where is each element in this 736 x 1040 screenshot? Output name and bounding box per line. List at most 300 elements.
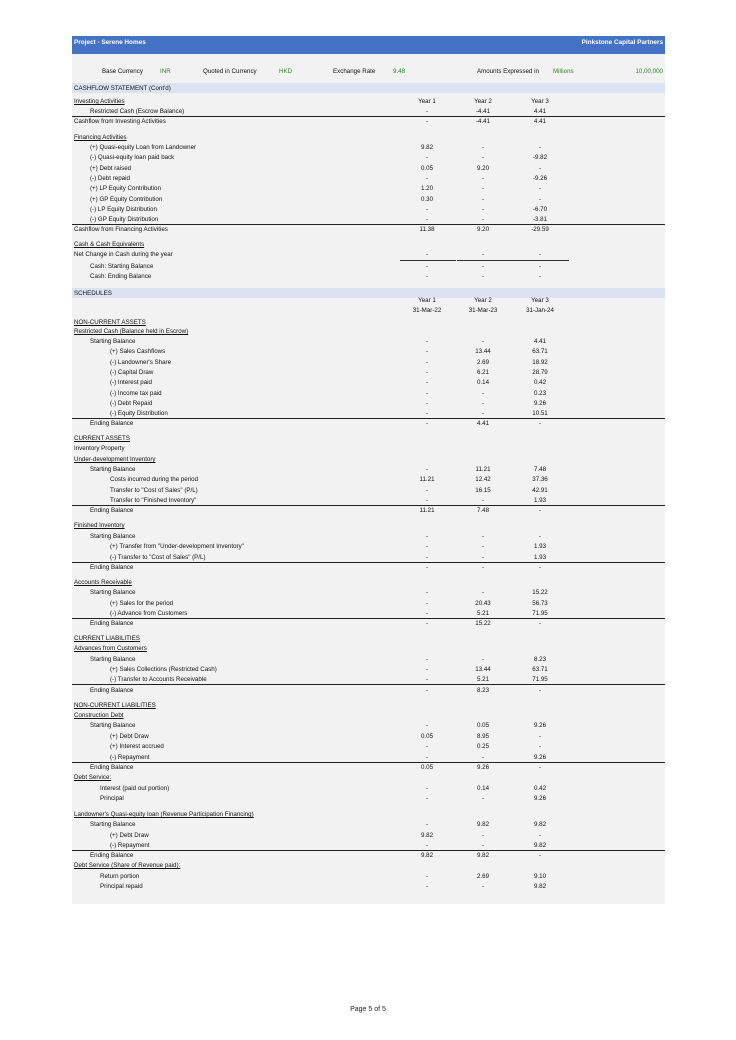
table-row <box>72 358 665 368</box>
cell-year-2: - <box>481 832 485 840</box>
row-label: Starting Balance <box>90 338 136 346</box>
cell-year-2: - <box>481 842 485 850</box>
row-label: Ending Balance <box>90 764 134 772</box>
row-label: CURRENT ASSETS <box>74 435 130 443</box>
cell-year-2: - <box>481 338 485 346</box>
row-label: (+) Debt Draw <box>110 733 149 741</box>
cell-year-3: Year 3 <box>531 98 549 106</box>
table-row <box>72 763 665 773</box>
cell-year-2: 2.69 <box>476 359 490 367</box>
table-row <box>72 532 665 542</box>
cell-year-2: 9.82 <box>476 852 490 860</box>
cell-year-3: 9.26 <box>533 795 547 803</box>
table-row <box>72 810 665 820</box>
row-label: Principal repaid <box>100 883 143 891</box>
row-label: NON-CURRENT ASSETS <box>74 319 146 327</box>
row-label: (-) Quasi-equity loan paid back <box>90 154 175 162</box>
cell-year-3: - <box>538 196 542 204</box>
cell-year-1: - <box>425 410 429 418</box>
cell-year-3: 1.93 <box>533 543 547 551</box>
base-currency-label: Base Currency <box>102 68 143 75</box>
cell-year-2: - <box>481 543 485 551</box>
row-label: Ending Balance <box>90 507 134 515</box>
cell-year-2: - <box>481 206 485 214</box>
table-row <box>72 240 665 250</box>
cell-year-1: - <box>425 273 429 281</box>
cell-year-2: - <box>481 554 485 562</box>
cell-year-2: - <box>481 175 485 183</box>
cell-year-1: 9.82 <box>420 852 434 860</box>
cell-year-1: 1.20 <box>420 185 434 193</box>
cell-year-3: 63.71 <box>532 348 548 356</box>
cell-year-2: 9.20 <box>476 226 490 234</box>
cell-year-2: 0.25 <box>476 743 490 751</box>
cell-year-3: 37.36 <box>532 476 548 484</box>
cell-year-2: - <box>481 273 485 281</box>
table-row <box>72 794 665 804</box>
cell-year-3: 71.95 <box>532 676 548 684</box>
table-row <box>72 831 665 841</box>
cell-year-2: 9.82 <box>476 821 490 829</box>
table-row <box>72 444 665 454</box>
cell-year-1: - <box>425 497 429 505</box>
table-row <box>72 578 665 588</box>
table-row <box>72 465 665 475</box>
cell-year-2: 13.44 <box>475 348 491 356</box>
table-row <box>72 784 665 794</box>
table-row <box>72 553 665 563</box>
cell-year-1: - <box>425 263 429 271</box>
cell-year-3: - <box>538 832 542 840</box>
row-label: Principal <box>100 795 124 803</box>
cell-year-2: 13.44 <box>475 666 491 674</box>
cell-year-1: - <box>425 108 429 116</box>
row-label: (+) Interest accrued <box>110 743 164 751</box>
table-row <box>72 872 665 882</box>
table-row <box>72 107 665 117</box>
table-row <box>72 773 665 783</box>
row-label: Ending Balance <box>90 420 134 428</box>
row-label: (-) Advance from Customers <box>110 610 188 618</box>
cell-year-3: 9.26 <box>533 754 547 762</box>
cell-year-1: - <box>425 400 429 408</box>
row-label: Cash & Cash Equivalents <box>74 241 145 249</box>
cell-year-2: 5.21 <box>476 676 490 684</box>
cell-year-3: -9.82 <box>532 154 548 162</box>
row-label: (-) Income tax paid <box>110 390 162 398</box>
table-row <box>72 399 665 409</box>
project-title: Project - Serene Homes <box>74 39 146 46</box>
cell-year-1: - <box>425 842 429 850</box>
row-label: Inventory Property <box>74 445 125 453</box>
cashflow-title: CASHFLOW STATEMENT (Cont'd) <box>74 84 171 92</box>
cell-year-1: - <box>425 554 429 562</box>
cell-year-1: - <box>425 466 429 474</box>
table-row <box>72 588 665 598</box>
worksheet <box>72 36 665 904</box>
cell-year-3: 9.82 <box>533 883 547 891</box>
cell-year-3: - <box>538 251 542 259</box>
row-label: (-) GP Equity Distribution <box>90 216 159 224</box>
cell-year-1: - <box>425 216 429 224</box>
cell-year-2: 12.42 <box>475 476 491 484</box>
table-row <box>72 327 665 337</box>
row-label: Debt Service: <box>74 774 112 782</box>
cell-year-1: - <box>425 359 429 367</box>
table-row <box>72 272 665 282</box>
cell-year-1: 9.82 <box>420 144 434 152</box>
page-number: Page 5 of 5 <box>350 1006 386 1013</box>
cell-year-1: 9.82 <box>420 832 434 840</box>
cell-year-3: 4.41 <box>533 108 547 116</box>
row-label: (+) LP Equity Contribution <box>90 185 161 193</box>
cell-year-1: - <box>425 687 429 695</box>
cell-year-3: - <box>538 185 542 193</box>
header-bar <box>72 36 665 54</box>
row-label: Debt Service (Share of Revenue paid): <box>74 862 181 870</box>
cell-underline <box>513 260 569 261</box>
cell-year-3: - <box>538 620 542 628</box>
cell-year-3: 4.41 <box>533 118 547 126</box>
row-label: (+) Transfer from "Under-development Inventory" <box>110 543 244 551</box>
cell-year-3: 0.42 <box>533 379 547 387</box>
table-row <box>72 506 665 516</box>
table-row <box>72 742 665 752</box>
row-label: Restricted Cash (Balance held in Escrow) <box>74 328 189 336</box>
row-label: Restricted Cash (Escrow Balance) <box>90 108 185 116</box>
row-label: Cash: Ending Balance <box>90 273 152 281</box>
cell-year-1: - <box>425 600 429 608</box>
cell-year-2: 2.69 <box>476 873 490 881</box>
row-label: Cashflow from Investing Activities <box>74 118 166 126</box>
table-row <box>72 434 665 444</box>
cell-year-3: 7.48 <box>533 466 547 474</box>
cell-year-2: 11.21 <box>475 466 491 474</box>
cell-year-1: - <box>425 656 429 664</box>
cell-year-2: 0.14 <box>476 379 490 387</box>
row-label: Return portion <box>100 873 140 881</box>
cell-year-2: - <box>481 754 485 762</box>
table-row <box>72 133 665 143</box>
row-label: Transfer to "Finished Inventory" <box>110 497 197 505</box>
cashflow-section-header <box>72 83 665 93</box>
cell-year-3: - <box>538 743 542 751</box>
cell-year-1: - <box>425 795 429 803</box>
row-label: (+) GP Equity Contribution <box>90 196 163 204</box>
table-row <box>72 599 665 609</box>
row-label: (-) Transfer to "Cost of Sales" (P/L) <box>110 554 206 562</box>
row-label: Starting Balance <box>90 821 136 829</box>
row-label: (+) Sales Cashflows <box>110 348 166 356</box>
cell-year-3: - <box>538 165 542 173</box>
cell-year-1: - <box>425 785 429 793</box>
cell-year-1: - <box>425 564 429 572</box>
multiplier: 10,00,000 <box>635 68 663 75</box>
table-row <box>72 563 665 573</box>
table-row <box>72 378 665 388</box>
cell-year-3: Year 3 <box>531 297 549 305</box>
quoted-currency-label: Quoted in Currency <box>203 68 257 75</box>
table-row <box>72 389 665 399</box>
cell-year-3: 63.71 <box>532 666 548 674</box>
row-label: Starting Balance <box>90 466 136 474</box>
row-label: (-) Debt Repaid <box>110 400 153 408</box>
cell-year-3: - <box>538 852 542 860</box>
row-label: (-) Capital Draw <box>110 369 154 377</box>
row-label: Ending Balance <box>90 564 134 572</box>
cell-year-1: 11.21 <box>419 507 435 515</box>
table-row <box>72 496 665 506</box>
cell-year-1: - <box>425 666 429 674</box>
table-row <box>72 711 665 721</box>
table-row <box>72 347 665 357</box>
cell-year-3: 0.42 <box>533 785 547 793</box>
cell-year-2: - <box>481 390 485 398</box>
table-row <box>72 882 665 892</box>
cell-year-1: 11.38 <box>419 226 435 234</box>
row-label: Construction Debt <box>74 712 124 720</box>
cell-year-1: 31-Mar-22 <box>412 307 442 315</box>
table-row <box>72 675 665 685</box>
cell-year-3: - <box>538 507 542 515</box>
table-row <box>72 262 665 272</box>
table-row <box>72 521 665 531</box>
table-row <box>72 619 665 629</box>
table-row <box>72 306 665 316</box>
cell-year-1: - <box>425 754 429 762</box>
cell-year-1: - <box>425 348 429 356</box>
row-label: CURRENT LIABILITIES <box>74 635 140 643</box>
cell-year-2: 15.22 <box>475 620 491 628</box>
row-label: Landowner's Quasi-equity loan (Revenue Participation Financing) <box>74 811 254 819</box>
cell-underline <box>400 260 456 261</box>
cell-year-2: - <box>481 154 485 162</box>
row-label: Transfer to "Cost of Sales" (P/L) <box>110 487 198 495</box>
row-label: Starting Balance <box>90 533 136 541</box>
table-row <box>72 701 665 711</box>
row-label: Ending Balance <box>90 687 134 695</box>
cell-year-2: - <box>481 533 485 541</box>
cell-year-3: 9.26 <box>533 722 547 730</box>
table-row <box>72 732 665 742</box>
row-label: Starting Balance <box>90 656 136 664</box>
row-label: Ending Balance <box>90 852 134 860</box>
cell-year-1: - <box>425 175 429 183</box>
cell-year-3: 1.93 <box>533 497 547 505</box>
row-label: (-) Equity Distribution <box>110 410 168 418</box>
cell-year-2: - <box>481 589 485 597</box>
cell-year-2: 0.14 <box>476 785 490 793</box>
cell-year-2: - <box>481 216 485 224</box>
table-row <box>72 205 665 215</box>
table-row <box>72 721 665 731</box>
table-row <box>72 164 665 174</box>
cell-year-1: - <box>425 420 429 428</box>
cell-year-2: - <box>481 263 485 271</box>
table-row <box>72 409 665 419</box>
cell-year-3: 8.23 <box>533 656 547 664</box>
table-row <box>72 153 665 163</box>
cell-year-3: 18.92 <box>532 359 548 367</box>
row-label: (+) Debt raised <box>90 165 132 173</box>
row-label: (+) Sales for the period <box>110 600 174 608</box>
base-currency-value: INR <box>160 68 171 75</box>
exchange-rate-value: 9.48 <box>393 68 406 75</box>
row-label: (-) Debt repaid <box>90 175 130 183</box>
table-row <box>72 486 665 496</box>
cell-year-2: - <box>481 185 485 193</box>
cell-year-3: 4.41 <box>533 338 547 346</box>
table-row <box>72 296 665 306</box>
cell-year-1: - <box>425 821 429 829</box>
cell-year-3: - <box>538 564 542 572</box>
cell-year-2: 8.95 <box>476 733 490 741</box>
row-label: Cashflow from Financing Activities <box>74 226 168 234</box>
table-row <box>72 97 665 107</box>
cell-year-2: - <box>481 251 485 259</box>
row-label: Under-development Inventory <box>74 456 156 464</box>
cell-year-2: 20.43 <box>475 600 491 608</box>
cell-year-1: - <box>425 873 429 881</box>
row-label: (-) Repayment <box>110 754 150 762</box>
table-row <box>72 337 665 347</box>
cell-year-1: 0.05 <box>420 733 434 741</box>
row-label: Financing Activities <box>74 134 127 142</box>
cell-year-3: - <box>538 420 542 428</box>
cell-year-1: - <box>425 722 429 730</box>
table-row <box>72 475 665 485</box>
cell-year-3: 28.79 <box>532 369 548 377</box>
cell-year-1: - <box>425 883 429 891</box>
cell-year-2: - <box>481 883 485 891</box>
cell-year-1: - <box>425 251 429 259</box>
cell-year-3: - <box>538 533 542 541</box>
table-row <box>72 542 665 552</box>
table-row <box>72 368 665 378</box>
row-label: Net Change in Cash during the year <box>74 251 173 259</box>
row-label: (-) Repayment <box>110 842 150 850</box>
table-row <box>72 753 665 763</box>
cell-year-2: - <box>481 497 485 505</box>
table-row <box>72 250 665 260</box>
table-row <box>72 143 665 153</box>
table-row <box>72 184 665 194</box>
cell-year-3: 42.91 <box>532 487 548 495</box>
cell-year-3: 0.23 <box>533 390 547 398</box>
cell-year-3: 1.93 <box>533 554 547 562</box>
cell-year-1: Year 1 <box>418 98 436 106</box>
cell-year-2: 8.23 <box>476 687 490 695</box>
cell-year-1: 11.21 <box>419 476 435 484</box>
cell-year-2: Year 2 <box>474 98 492 106</box>
currency-bar <box>72 68 665 77</box>
row-label: Finished Inventory <box>74 522 125 530</box>
table-row <box>72 419 665 429</box>
row-label: Advances from Customers <box>74 645 147 653</box>
row-label: Starting Balance <box>90 722 136 730</box>
cell-year-1: - <box>425 620 429 628</box>
cell-year-2: -4.41 <box>475 108 491 116</box>
cell-year-1: - <box>425 154 429 162</box>
cell-year-3: - <box>538 263 542 271</box>
cell-year-2: - <box>481 400 485 408</box>
cell-year-1: Year 1 <box>418 297 436 305</box>
table-row <box>72 655 665 665</box>
amounts-unit: Millions <box>553 68 574 75</box>
cell-year-3: 9.82 <box>533 821 547 829</box>
company-name: Pinkstone Capital Partners <box>581 39 663 46</box>
cell-year-2: - <box>481 656 485 664</box>
cell-year-1: 0.30 <box>420 196 434 204</box>
row-label: Costs incurred during the period <box>110 476 199 484</box>
table-row <box>72 686 665 696</box>
cell-underline <box>457 260 513 261</box>
cell-year-3: - <box>538 764 542 772</box>
cell-year-2: 16.15 <box>475 487 491 495</box>
cell-year-1: - <box>425 487 429 495</box>
cell-year-2: 9.20 <box>476 165 490 173</box>
cell-year-2: 4.41 <box>476 420 490 428</box>
cell-year-1: - <box>425 676 429 684</box>
cell-year-2: - <box>481 410 485 418</box>
cell-year-3: 10.51 <box>532 410 548 418</box>
table-row <box>72 820 665 830</box>
cell-year-3: 31-Jan-24 <box>526 307 554 315</box>
cell-year-2: 9.26 <box>476 764 490 772</box>
row-label: (+) Quasi-equity Loan from Landowner <box>90 144 197 152</box>
cell-year-1: - <box>425 589 429 597</box>
amounts-label: Amounts Expressed in <box>477 68 539 75</box>
row-label: (-) LP Equity Distribution <box>90 206 157 214</box>
cell-year-3: -9.26 <box>532 175 548 183</box>
row-label: Ending Balance <box>90 620 134 628</box>
table-row <box>72 841 665 851</box>
row-label: NON-CURRENT LIABILITIES <box>74 702 156 710</box>
cell-year-1: - <box>425 118 429 126</box>
cell-year-3: - <box>538 687 542 695</box>
cell-year-3: 71.95 <box>532 610 548 618</box>
table-row <box>72 215 665 225</box>
row-label: (-) Landowner's Share <box>110 359 172 367</box>
cell-year-3: - <box>538 273 542 281</box>
cell-year-2: 5.21 <box>476 610 490 618</box>
table-row <box>72 851 665 861</box>
exchange-rate-label: Exchange Rate <box>333 68 376 75</box>
cell-year-1: - <box>425 379 429 387</box>
cell-year-1: - <box>425 390 429 398</box>
cell-year-3: 9.26 <box>533 400 547 408</box>
cell-year-2: 0.05 <box>476 722 490 730</box>
cell-year-3: - <box>538 733 542 741</box>
cell-year-2: - <box>481 564 485 572</box>
row-label: (+) Sales Collections (Restricted Cash) <box>110 666 217 674</box>
cell-year-1: - <box>425 206 429 214</box>
cell-year-1: - <box>425 533 429 541</box>
table-row <box>72 609 665 619</box>
row-label: (-) Transfer to Accounts Receivable <box>110 676 207 684</box>
cell-year-2: 7.48 <box>476 507 490 515</box>
table-row <box>72 455 665 465</box>
cell-year-3: 9.10 <box>533 873 547 881</box>
cell-year-3: 56.73 <box>532 600 548 608</box>
table-row <box>72 225 665 235</box>
quoted-currency-value: HKD <box>279 68 293 75</box>
cell-year-2: -4.41 <box>475 118 491 126</box>
table-row <box>72 174 665 184</box>
row-label: Accounts Receivable <box>74 579 132 587</box>
schedules-title: SCHEDULES <box>74 289 112 297</box>
cell-year-2: Year 2 <box>474 297 492 305</box>
